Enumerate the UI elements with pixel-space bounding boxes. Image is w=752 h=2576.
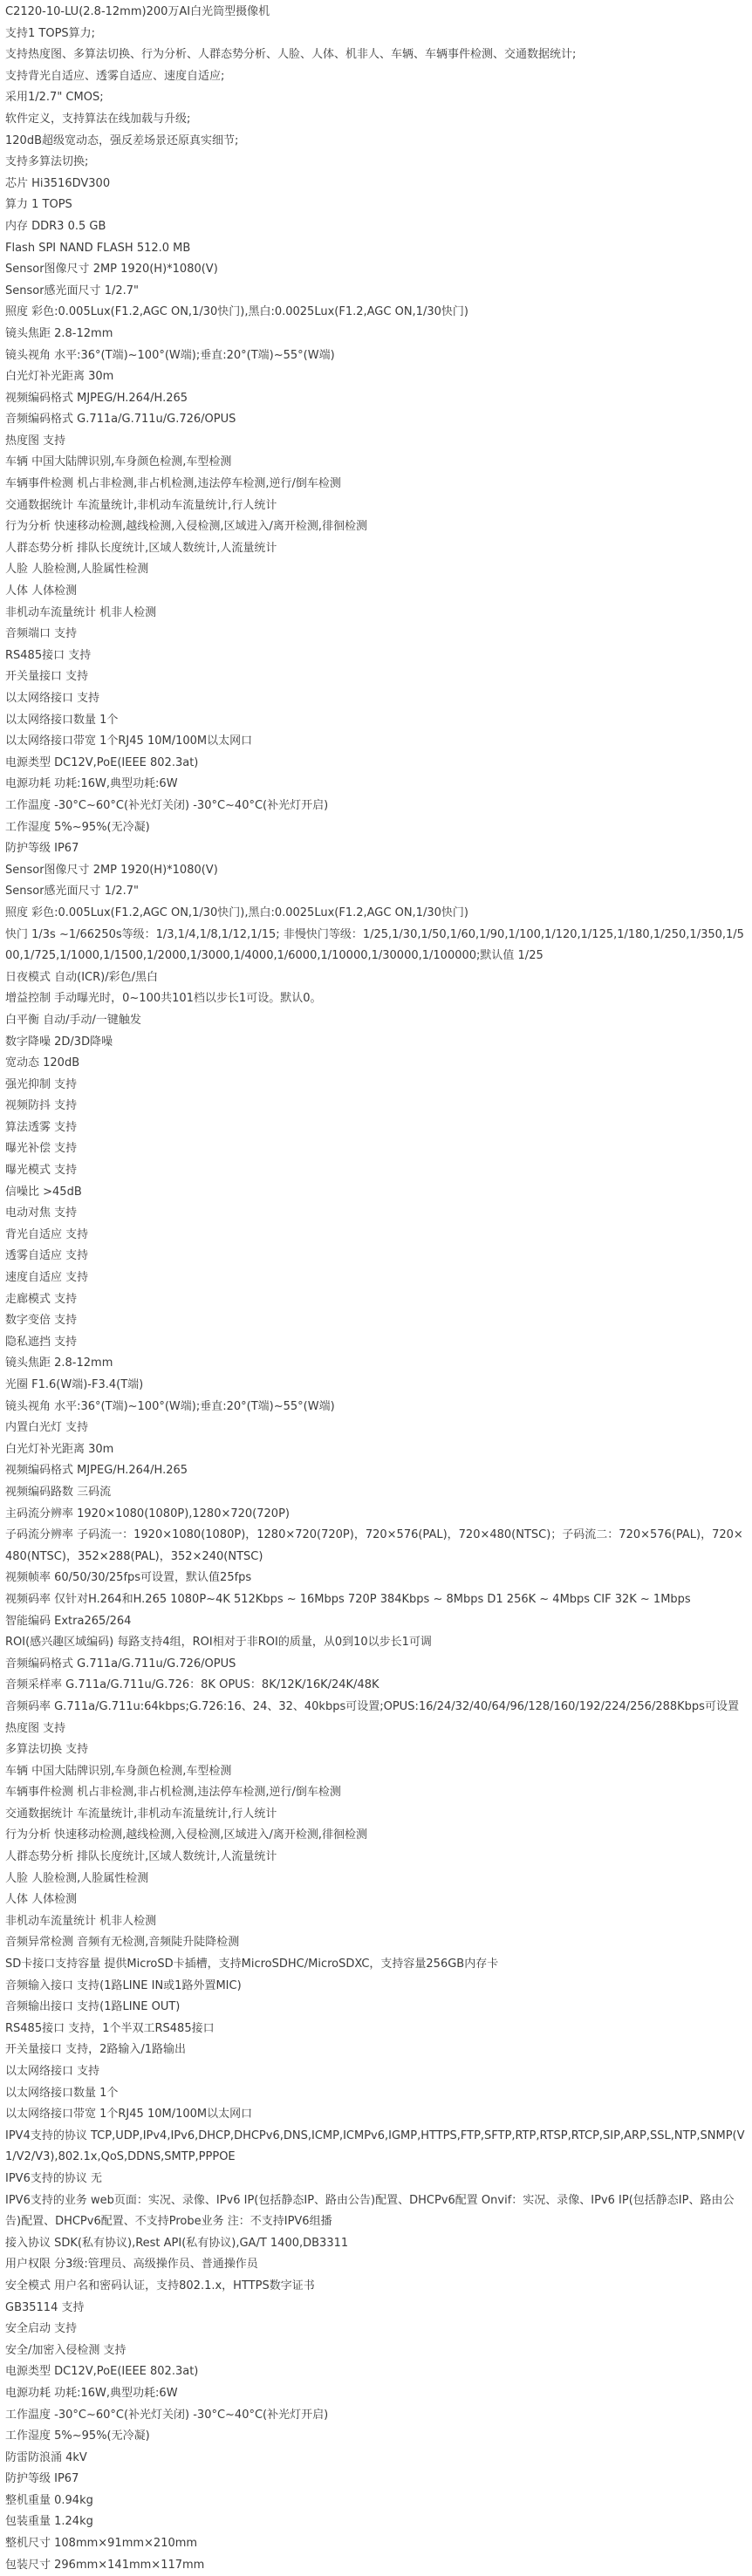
spec-line: 电动对焦 支持: [5, 1206, 78, 1220]
spec-line: 车辆 中国大陆牌识别,车身颜色检测,车型检测: [5, 1764, 232, 1778]
spec-line: 防护等级 IP67: [5, 842, 79, 856]
spec-line: 增益控制 手动曝光时，0~100共101档以步长1可设。默认0。: [5, 992, 322, 1006]
spec-line: 信噪比 >45dB: [5, 1185, 82, 1199]
spec-line: 电源功耗 功耗:16W,典型功耗:6W: [5, 777, 178, 791]
spec-line: 视频编码格式 MJPEG/H.264/H.265: [5, 391, 188, 405]
spec-line: 内置白光灯 支持: [5, 1421, 89, 1435]
spec-line: RS485接口 支持，1个半双工RS485接口: [5, 2021, 215, 2035]
spec-line: 音频采样率 G.711a/G.711u/G.726：8K OPUS：8K/12K/16K/24K/48K: [5, 1678, 379, 1692]
spec-line: 透雾自适应 支持: [5, 1249, 89, 1263]
spec-line: 镜头视角 水平:36°(T端)~100°(W端);垂直:20°(T端)~55°(W端): [5, 1399, 335, 1413]
spec-line: Sensor感光面尺寸 1/2.7": [5, 885, 139, 899]
spec-line: 安全模式 用户名和密码认证，支持802.1.x，HTTPS数字证书: [5, 2279, 315, 2292]
spec-line: 照度 彩色:0.005Lux(F1.2,AGC ON,1/30快门),黑白:0.0025Lux(F1.2,AGC ON,1/30快门): [5, 305, 468, 319]
spec-line: 走廊模式 支持: [5, 1292, 78, 1306]
spec-line: 软件定义，支持算法在线加载与升级;: [5, 112, 191, 126]
spec-line: 白光灯补光距离 30m: [5, 370, 114, 384]
spec-line: 支持背光自适应、透雾自适应、速度自适应;: [5, 69, 225, 83]
spec-line: 快门 1/3s ~1/66250s等级：1/3,1/4,1/8,1/12,1/15; 非慢快门等级：1/25,1/30,1/50,1/60,1/90,1/100,1/120,1/125,1/180,1/250,1/350,1/500,1/725,1/1000,1/1500,1/2000,1/3000,1/4000,1/6000,1/10000,1/30000,1/100000;默认值 1/25: [5, 927, 744, 963]
spec-line: 支持1 TOPS算力;: [5, 26, 96, 40]
spec-line: 采用1/2.7" CMOS;: [5, 91, 104, 105]
spec-line: 数字变倍 支持: [5, 1314, 78, 1328]
spec-line: 车辆事件检测 机占非检测,非占机检测,违法停车检测,逆行/倒车检测: [5, 1786, 341, 1800]
spec-line: 电源功耗 功耗:16W,典型功耗:6W: [5, 2386, 178, 2400]
spec-line: 视频编码格式 MJPEG/H.264/H.265: [5, 1464, 188, 1478]
spec-line: 音频端口 支持: [5, 627, 78, 641]
spec-line: 算法透雾 支持: [5, 1120, 78, 1134]
spec-line: 内存 DDR3 0.5 GB: [5, 219, 106, 233]
spec-line: 白平衡 自动/手动/一键触发: [5, 1013, 141, 1027]
spec-line: 强光抑制 支持: [5, 1077, 78, 1091]
spec-line: 镜头焦距 2.8-12mm: [5, 1356, 113, 1370]
spec-line: 以太网络接口 支持: [5, 692, 100, 705]
spec-line: Sensor感光面尺寸 1/2.7": [5, 284, 139, 297]
spec-line: 人体 人体检测: [5, 584, 78, 598]
spec-line: Sensor图像尺寸 2MP 1920(H)*1080(V): [5, 863, 218, 877]
spec-line: RS485接口 支持: [5, 648, 92, 662]
spec-line: 曝光补偿 支持: [5, 1142, 78, 1156]
spec-line: 以太网络接口带宽 1个RJ45 10M/100M以太网口: [5, 2108, 253, 2122]
spec-line: 视频防抖 支持: [5, 1099, 78, 1113]
spec-line: 工作湿度 5%~95%(无冷凝): [5, 820, 150, 834]
spec-line: 速度自适应 支持: [5, 1271, 89, 1285]
spec-line: 以太网络接口数量 1个: [5, 2086, 119, 2100]
spec-line: 车辆事件检测 机占非检测,非占机检测,违法停车检测,逆行/倒车检测: [5, 477, 341, 491]
spec-line: ROI(感兴趣区域编码) 每路支持4组，ROI相对于非ROI的质量，从0到10以步长1可调: [5, 1636, 432, 1650]
spec-line: 车辆 中国大陆牌识别,车身颜色检测,车型检测: [5, 455, 232, 469]
spec-line: 智能编码 Extra265/264: [5, 1614, 132, 1628]
spec-line: 以太网络接口 支持: [5, 2065, 100, 2078]
spec-line: 120dB超级宽动态，强反差场景还原真实细节;: [5, 133, 239, 147]
product-title: C2120-10-LU(2.8-12mm)200万AI白光筒型摄像机: [5, 5, 270, 18]
spec-line: 热度图 支持: [5, 1721, 66, 1735]
spec-line: GB35114 支持: [5, 2300, 85, 2314]
spec-line: 安全/加密入侵检测 支持: [5, 2343, 126, 2357]
spec-line: 接入协议 SDK(私有协议),Rest API(私有协议),GA/T 1400,DB3311: [5, 2236, 349, 2250]
spec-line: SD卡接口支持容量 提供MicroSD卡插槽，支持MicroSDHC/MicroSDXC，支持容量256GB内存卡: [5, 1958, 499, 1971]
spec-line: 音频输出接口 支持(1路LINE OUT): [5, 2000, 181, 2014]
spec-line: 人脸 人脸检测,人脸属性检测: [5, 563, 149, 577]
spec-line: 音频编码格式 G.711a/G.711u/G.726/OPUS: [5, 1657, 236, 1671]
spec-line: 非机动车流量统计 机非人检测: [5, 605, 157, 619]
spec-line: 视频编码路数 三码流: [5, 1485, 112, 1499]
spec-line: 交通数据统计 车流量统计,非机动车流量统计,行人统计: [5, 1807, 277, 1821]
spec-line: 工作湿度 5%~95%(无冷凝): [5, 2429, 150, 2443]
spec-line: 芯片 Hi3516DV300: [5, 176, 111, 190]
spec-line: 光圈 F1.6(W端)-F3.4(T端): [5, 1378, 144, 1391]
spec-line: 音频输入接口 支持(1路LINE IN或1路外置MIC): [5, 1978, 242, 1992]
spec-line: 热度图 支持: [5, 434, 66, 448]
spec-line: 防雷防浪涌 4kV: [5, 2450, 87, 2464]
spec-line: 算力 1 TOPS: [5, 198, 72, 212]
spec-line: 安全启动 支持: [5, 2322, 78, 2336]
spec-line: 电源类型 DC12V,PoE(IEEE 802.3at): [5, 2365, 199, 2379]
spec-line: 音频异常检测 音频有无检测,音频陡升陡降检测: [5, 1936, 240, 1950]
spec-line: 日夜模式 自动(ICR)/彩色/黑白: [5, 970, 158, 984]
spec-line: 整机尺寸 108mm×91mm×210mm: [5, 2537, 198, 2551]
spec-line: 支持多算法切换;: [5, 155, 89, 169]
spec-line: 以太网络接口数量 1个: [5, 713, 119, 727]
spec-line: IPV6支持的协议 无: [5, 2171, 102, 2185]
spec-line: 背光自适应 支持: [5, 1227, 89, 1241]
spec-line: IPV4支持的协议 TCP,UDP,IPv4,IPv6,DHCP,DHCPv6,DNS,ICMP,ICMPv6,IGMP,HTTPS,FTP,SFTP,RTP,RTSP,RTCP,SIP,ARP,SSL,NTP,SNMP(V1/V2/V3),802.1x,QoS,DDNS,SMTP,PPPOE: [5, 2128, 745, 2164]
spec-line: 主码流分辨率 1920×1080(1080P),1280×720(720P): [5, 1507, 290, 1520]
spec-line: 人群态势分析 排队长度统计,区域人数统计,人流量统计: [5, 541, 277, 555]
spec-line: 防护等级 IP67: [5, 2472, 79, 2486]
spec-line: 非机动车流量统计 机非人检测: [5, 1914, 157, 1928]
spec-line: 交通数据统计 车流量统计,非机动车流量统计,行人统计: [5, 498, 277, 512]
spec-line: 视频帧率 60/50/30/25fps可设置，默认值25fps: [5, 1571, 252, 1585]
spec-line: 用户权限 分3级:管理员、高级操作员、普通操作员: [5, 2258, 258, 2272]
spec-line: 开关量接口 支持: [5, 670, 89, 684]
spec-line: 人脸 人脸检测,人脸属性检测: [5, 1871, 149, 1885]
spec-line: 音频编码格式 G.711a/G.711u/G.726/OPUS: [5, 413, 236, 427]
spec-line: 白光灯补光距离 30m: [5, 1442, 114, 1456]
spec-line: 子码流分辨率 子码流一：1920×1080(1080P)，1280×720(720P)，720×576(PAL)，720×480(NTSC)；子码流二：720×576(PAL)，720×480(NTSC)，352×288(PAL)，352×240(NTSC): [5, 1528, 743, 1563]
spec-line: 人群态势分析 排队长度统计,区域人数统计,人流量统计: [5, 1850, 277, 1864]
spec-line: 照度 彩色:0.005Lux(F1.2,AGC ON,1/30快门),黑白:0.0025Lux(F1.2,AGC ON,1/30快门): [5, 905, 468, 919]
spec-line: 支持热度图、多算法切换、行为分析、人群态势分析、人脸、人体、机非人、车辆、车辆事件检测、交通数据统计;: [5, 48, 577, 62]
spec-line: 行为分析 快速移动检测,越线检测,入侵检测,区域进入/离开检测,徘徊检测: [5, 1828, 368, 1842]
spec-line: 镜头焦距 2.8-12mm: [5, 326, 113, 340]
spec-line: 曝光模式 支持: [5, 1164, 78, 1178]
spec-line: 工作温度 -30°C~60°C(补光灯关闭) -30°C~40°C(补光灯开启): [5, 798, 329, 812]
spec-line: 以太网络接口带宽 1个RJ45 10M/100M以太网口: [5, 735, 253, 748]
spec-line: 隐私遮挡 支持: [5, 1335, 78, 1349]
spec-line: Flash SPI NAND FLASH 512.0 MB: [5, 241, 191, 255]
spec-line: 音频码率 G.711a/G.711u:64kbps;G.726:16、24、32、40kbps可设置;OPUS:16/24/32/40/64/96/128/160/192/224/256/288Kbps可设置: [5, 1699, 739, 1713]
spec-line: 工作温度 -30°C~60°C(补光灯关闭) -30°C~40°C(补光灯开启): [5, 2408, 329, 2422]
spec-line: IPV6支持的业务 web页面：实况、录像、IPv6 IP(包括静态IP、路由公告)配置、DHCPv6配置 Onvif：实况、录像、IPv6 IP(包括静态IP、路由公告)配置、DHCPv6配置、不支持Probe业务 注：不支持IPV6组播: [5, 2193, 735, 2229]
spec-line: 开关量接口 支持，2路输入/1路输出: [5, 2043, 187, 2057]
spec-line: 行为分析 快速移动检测,越线检测,入侵检测,区域进入/离开检测,徘徊检测: [5, 520, 368, 534]
spec-line: 数字降噪 2D/3D降噪: [5, 1035, 113, 1049]
spec-line: 镜头视角 水平:36°(T端)~100°(W端);垂直:20°(T端)~55°(W端): [5, 348, 335, 362]
spec-line: 包装重量 1.24kg: [5, 2515, 93, 2529]
spec-line: 宽动态 120dB: [5, 1056, 80, 1070]
spec-line: 视频码率 仅针对H.264和H.265 1080P~4K 512Kbps ~ 16Mbps 720P 384Kbps ~ 8Mbps D1 256K ~ 4Mbps CIF 32K ~ 1Mbps: [5, 1592, 691, 1606]
spec-line: Sensor图像尺寸 2MP 1920(H)*1080(V): [5, 263, 218, 277]
spec-line: 电源类型 DC12V,PoE(IEEE 802.3at): [5, 755, 199, 769]
spec-line: 包装尺寸 296mm×141mm×117mm: [5, 2558, 205, 2572]
spec-line: 人体 人体检测: [5, 1893, 78, 1907]
spec-line: 整机重量 0.94kg: [5, 2493, 93, 2507]
spec-line: 多算法切换 支持: [5, 1743, 89, 1757]
